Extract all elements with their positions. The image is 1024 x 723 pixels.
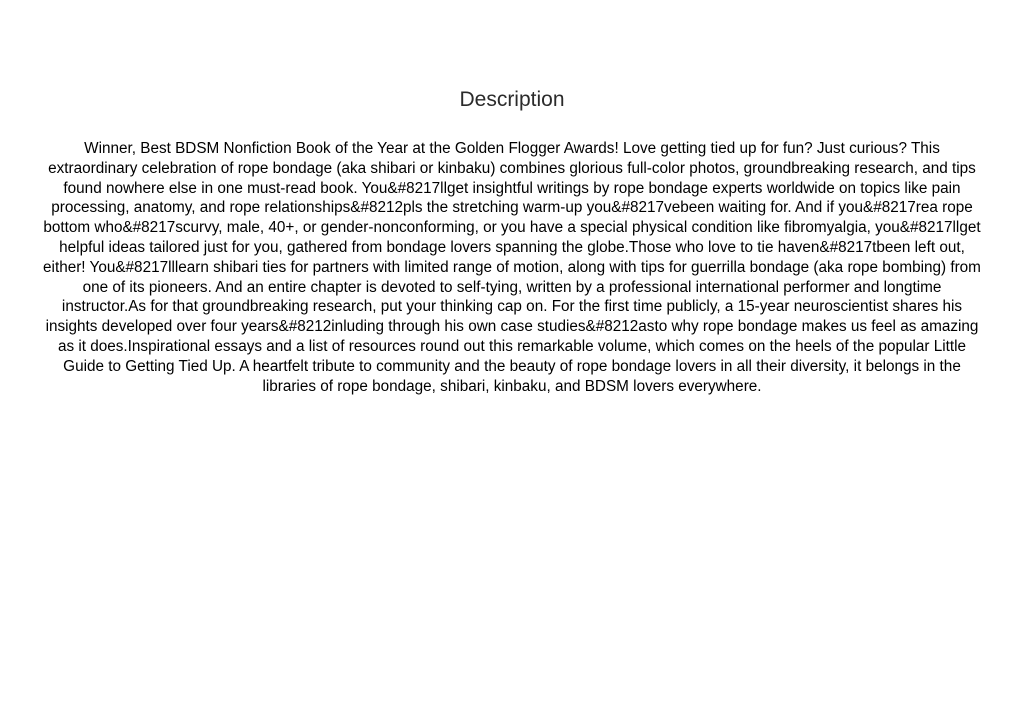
page-title: Description [459, 88, 565, 111]
description-paragraph: Winner, Best BDSM Nonfiction Book of the Year at the Golden Flogger Awards! Love getting tied up for fun? Just curious? This extraordinary celebration of rope bondage (aka shibari or kinbaku) combines glorious full-color photos, groundbreaking research, and tips found nowhere else in one must-read book. You&#8217llget insightful writings by rope bondage experts worldwide on topics like pain processing, anatomy, and rope relationships&#8212pls the stretching warm-up you&#8217vebeen waiting for. And if you&#8217rea rope bottom who&#8217scurvy, male, 40+, or gender-nonconforming, or you have a special physical condition like fibromyalgia, you&#8217llget helpful ideas tailored just for you, gathered from bondage lovers spanning the globe.Those who love to tie haven&#8217tbeen left out, either! You&#8217lllearn shibari ties for partners with limited range of motion, along with tips for guerrilla bondage (aka rope bombing) from one of its pioneers. And an entire chapter is devoted to self-tying, written by a professional international performer and longtime instructor.As for that groundbreaking research, put your thinking cap on. For the first time publicly, a 15-year neuroscientist shares his insights developed over four years&#8212inluding through his own case studies&#8212asto why rope bondage makes us feel as amazing as it does.Inspirational essays and a list of resources round out this remarkable volume, which comes on the heels of the popular Little Guide to Getting Tied Up. A heartfelt tribute to community and the beauty of rope bondage lovers in all their diversity, it belongs in the libraries of rope bondage, shibari, kinbaku, and BDSM lovers everywhere. [43, 140, 981, 395]
